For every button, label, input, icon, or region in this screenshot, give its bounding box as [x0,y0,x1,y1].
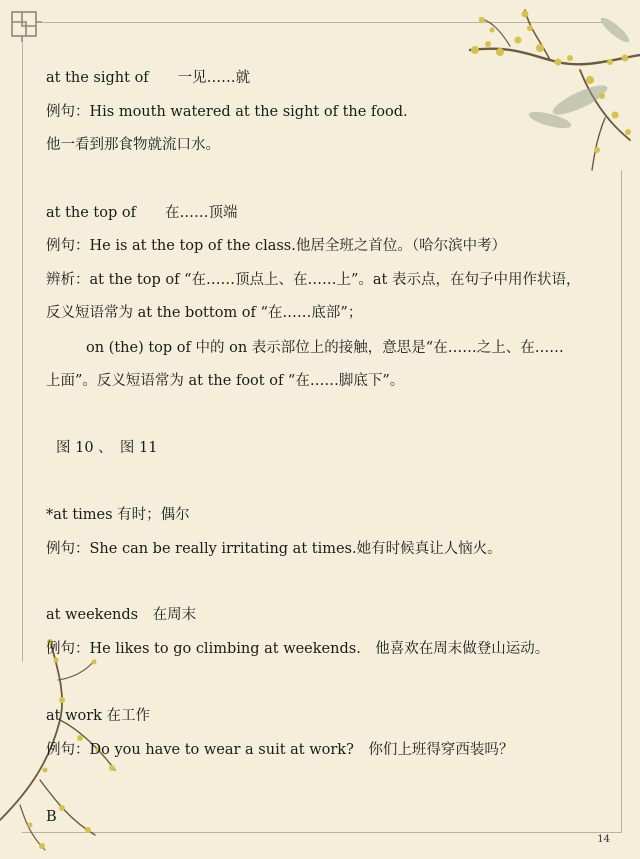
figure-reference: 图 10 、 图 11 [56,440,158,456]
example-sentence: 例句：His mouth watered at the sight of the food. [46,104,408,120]
phrase-heading: at work 在工作 [46,708,151,724]
analysis-line: on (the) top of 中的 on 表示部位上的接触，意思是“在……之上、在…… [86,340,564,356]
corner-ornament-icon [6,6,42,42]
left-border [22,42,23,662]
analysis-line: 辨析：at the top of “在……顶点上、在……上”。at 表示点，在句子中用作状语， [46,272,581,288]
example-sentence: 例句：He is at the top of the class.他居全班之首位。（哈尔滨中考） [46,238,507,254]
phrase-heading: at weekends 在周末 [46,607,197,623]
phrase-heading: at the top of 在……顶端 [46,205,238,221]
phrase-heading: *at times 有时；偶尔 [46,507,190,523]
example-sentence: 例句：He likes to go climbing at weekends. 他喜欢在周末做登山运动。 [46,641,550,657]
plum-blossom-top-icon [430,0,640,175]
analysis-line: 上面”。反义短语常为 at the foot of “在……脚底下”。 [46,373,405,389]
section-letter: B [46,809,57,825]
example-sentence: 例句：She can be really irritating at times.她有时候真让人恼火。 [46,541,502,557]
page-number: 14 [597,834,610,845]
example-sentence: 例句：Do you have to wear a suit at work? 你们上班得穿西装吗？ [46,742,514,758]
translation-line: 他一看到那食物就流口水。 [46,137,220,153]
phrase-heading: at the sight of 一见……就 [46,70,251,86]
analysis-line: 反义短语常为 at the bottom of “在……底部”； [46,305,363,321]
right-border [621,170,622,832]
